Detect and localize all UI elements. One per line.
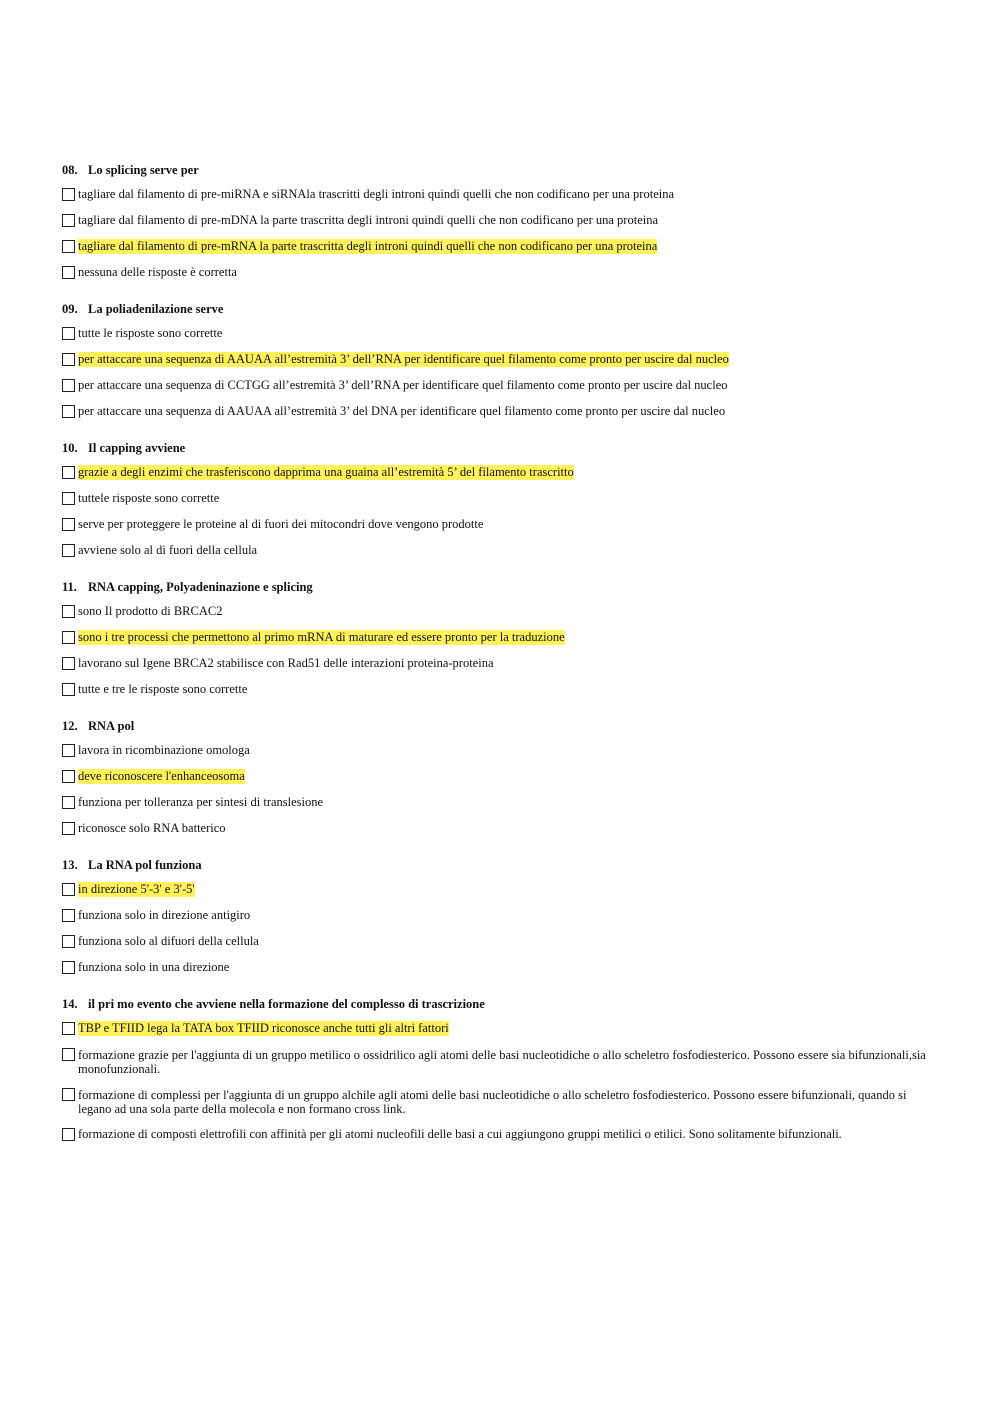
question-text: Lo splicing serve per	[88, 163, 199, 177]
question-title	[62, 996, 938, 1012]
answer-checkbox[interactable]	[62, 657, 75, 670]
answer-checkbox[interactable]	[62, 188, 75, 201]
question-block	[62, 301, 938, 419]
answer-option[interactable]	[62, 465, 938, 480]
answer-option[interactable]	[62, 1127, 938, 1142]
answer-text: funziona per tolleranza per sintesi di translesione	[78, 795, 324, 809]
answer-checkbox[interactable]	[62, 770, 75, 783]
answer-checkbox[interactable]	[62, 1048, 75, 1061]
answer-option[interactable]	[62, 352, 938, 367]
answer-checkbox[interactable]	[62, 214, 75, 227]
question-title	[62, 718, 938, 734]
answer-text: per attaccare una sequenza di CCTGG all’estremità 3’ dell’RNA per identificare quel filamento come pronto per uscire dal nucleo	[78, 378, 728, 392]
answer-checkbox[interactable]	[62, 327, 75, 340]
question-block	[62, 718, 938, 836]
question-block	[62, 440, 938, 558]
answer-option[interactable]	[62, 934, 938, 949]
answer-option[interactable]	[62, 265, 938, 280]
answer-option[interactable]	[62, 404, 938, 419]
answer-checkbox[interactable]	[62, 266, 75, 279]
answer-checkbox[interactable]	[62, 1128, 75, 1141]
answer-text-highlighted: grazie a degli enzimi che trasferiscono dapprima una guaina all’estremità 5’ del filamento trascritto	[78, 465, 574, 479]
question-text: RNA pol	[88, 719, 135, 733]
answer-option[interactable]	[62, 326, 938, 341]
answer-text-highlighted: tagliare dal filamento di pre-mRNA la parte trascritta degli introni quindi quelli che non codificano per una proteina	[78, 239, 658, 253]
answer-text: sono Il prodotto di BRCAC2	[78, 604, 223, 618]
answer-text-highlighted: deve riconoscere l'enhanceosoma	[78, 769, 245, 783]
answer-option[interactable]	[62, 743, 938, 758]
question-text: RNA capping, Polyadeninazione e splicing	[88, 580, 313, 594]
answer-option[interactable]	[62, 543, 938, 558]
question-title	[62, 301, 938, 317]
answer-text: formazione di composti elettrofili con affinità per gli atomi nucleofili delle basi a cui aggiungono gruppi metilici o etilici. Sono solitamente bifunzionali.	[78, 1127, 842, 1141]
answer-text-highlighted: in direzione 5'-3' e 3'-5'	[78, 882, 195, 896]
answer-option[interactable]	[62, 213, 938, 228]
answer-text: avviene solo al di fuori della cellula	[78, 543, 258, 557]
answer-text-highlighted: sono i tre processi che permettono al primo mRNA di maturare ed essere pronto per la traduzione	[78, 630, 565, 644]
question-number: 14.	[62, 997, 78, 1011]
answer-text: nessuna delle risposte è corretta	[78, 265, 237, 279]
question-number: 09.	[62, 302, 78, 316]
question-block	[62, 857, 938, 975]
answer-option[interactable]	[62, 604, 938, 619]
answer-checkbox[interactable]	[62, 683, 75, 696]
answer-option[interactable]	[62, 1021, 938, 1036]
answer-option[interactable]	[62, 378, 938, 393]
answer-option[interactable]	[62, 795, 938, 810]
question-text: La RNA pol funziona	[88, 858, 202, 872]
answer-checkbox[interactable]	[62, 822, 75, 835]
answer-checkbox[interactable]	[62, 353, 75, 366]
answer-option[interactable]	[62, 517, 938, 532]
answer-option[interactable]	[62, 682, 938, 697]
answer-option[interactable]	[62, 908, 938, 923]
question-number: 10.	[62, 441, 78, 455]
answer-checkbox[interactable]	[62, 883, 75, 896]
question-title	[62, 162, 938, 178]
answer-option[interactable]	[62, 882, 938, 897]
answer-checkbox[interactable]	[62, 240, 75, 253]
answer-checkbox[interactable]	[62, 405, 75, 418]
answer-option[interactable]	[62, 1047, 938, 1076]
question-number: 13.	[62, 858, 78, 872]
answer-text: riconosce solo RNA batterico	[78, 821, 226, 835]
question-text: La poliadenilazione serve	[88, 302, 224, 316]
answer-option[interactable]	[62, 187, 938, 202]
answer-checkbox[interactable]	[62, 379, 75, 392]
answer-text: funziona solo in direzione antigiro	[78, 908, 251, 922]
answer-option[interactable]	[62, 769, 938, 784]
answer-checkbox[interactable]	[62, 961, 75, 974]
answer-checkbox[interactable]	[62, 1088, 75, 1101]
answer-checkbox[interactable]	[62, 492, 75, 505]
answer-option[interactable]	[62, 960, 938, 975]
answer-option[interactable]	[62, 1087, 938, 1116]
answer-checkbox[interactable]	[62, 466, 75, 479]
answer-checkbox[interactable]	[62, 544, 75, 557]
question-number: 08.	[62, 163, 78, 177]
answer-text-highlighted: TBP e TFIID lega la TATA box TFIID riconosce anche tutti gli altri fattori	[78, 1021, 449, 1035]
answer-text: tagliare dal filamento di pre-mDNA la parte trascritta degli introni quindi quelli che non codificano per una proteina	[78, 213, 659, 227]
answer-text: formazione di complessi per l'aggiunta di un gruppo alchile agli atomi delle basi nucleotidiche o allo scheletro fosfodiesterico. Possono essere bifunzionali, quando si legano ad una sola parte della molecola e non formano cross link.	[78, 1088, 907, 1116]
answer-text: per attaccare una sequenza di AAUAA all’estremità 3’ del DNA per identificare quel filamento come pronto per uscire dal nucleo	[78, 404, 726, 418]
answer-text-highlighted: per attaccare una sequenza di AAUAA all’estremità 3’ dell’RNA per identificare quel filamento come pronto per uscire dal nucleo	[78, 352, 729, 366]
answer-text: serve per proteggere le proteine al di fuori dei mitocondri dove vengono prodotte	[78, 517, 484, 531]
answer-text: funziona solo in una direzione	[78, 960, 230, 974]
question-number: 12.	[62, 719, 78, 733]
question-text: il pri mo evento che avviene nella formazione del complesso di trascrizione	[88, 997, 485, 1011]
answer-text: funziona solo al difuori della cellula	[78, 934, 259, 948]
answer-checkbox[interactable]	[62, 935, 75, 948]
answer-text: tutte le risposte sono corrette	[78, 326, 223, 340]
question-text: Il capping avviene	[88, 441, 186, 455]
answer-checkbox[interactable]	[62, 909, 75, 922]
question-list	[62, 162, 938, 1163]
answer-text: tuttele risposte sono corrette	[78, 491, 220, 505]
answer-option[interactable]	[62, 491, 938, 506]
answer-option[interactable]	[62, 821, 938, 836]
answer-text: lavora in ricombinazione omologa	[78, 743, 250, 757]
question-title	[62, 857, 938, 873]
answer-option[interactable]	[62, 630, 938, 645]
answer-text: lavorano sul Igene BRCA2 stabilisce con Rad51 delle interazioni proteina-proteina	[78, 656, 494, 670]
question-block	[62, 996, 938, 1142]
answer-checkbox[interactable]	[62, 605, 75, 618]
question-block	[62, 579, 938, 697]
answer-option[interactable]	[62, 239, 938, 254]
answer-text: tutte e tre le risposte sono corrette	[78, 682, 248, 696]
answer-checkbox[interactable]	[62, 796, 75, 809]
question-number: 11.	[62, 580, 77, 594]
answer-checkbox[interactable]	[62, 631, 75, 644]
question-title	[62, 579, 938, 595]
answer-checkbox[interactable]	[62, 518, 75, 531]
answer-text: formazione grazie per l'aggiunta di un gruppo metilico o ossidrilico agli atomi delle basi nucleotidiche o allo scheletro fosfodiesterico. Possono essere sia bifunzionali,sia monofunzionali.	[78, 1048, 926, 1076]
answer-option[interactable]	[62, 656, 938, 671]
answer-text: tagliare dal filamento di pre-miRNA e siRNAla trascritti degli introni quindi quelli che non codificano per una proteina	[78, 187, 675, 201]
question-title	[62, 440, 938, 456]
answer-checkbox[interactable]	[62, 1022, 75, 1035]
answer-checkbox[interactable]	[62, 744, 75, 757]
question-block	[62, 162, 938, 280]
